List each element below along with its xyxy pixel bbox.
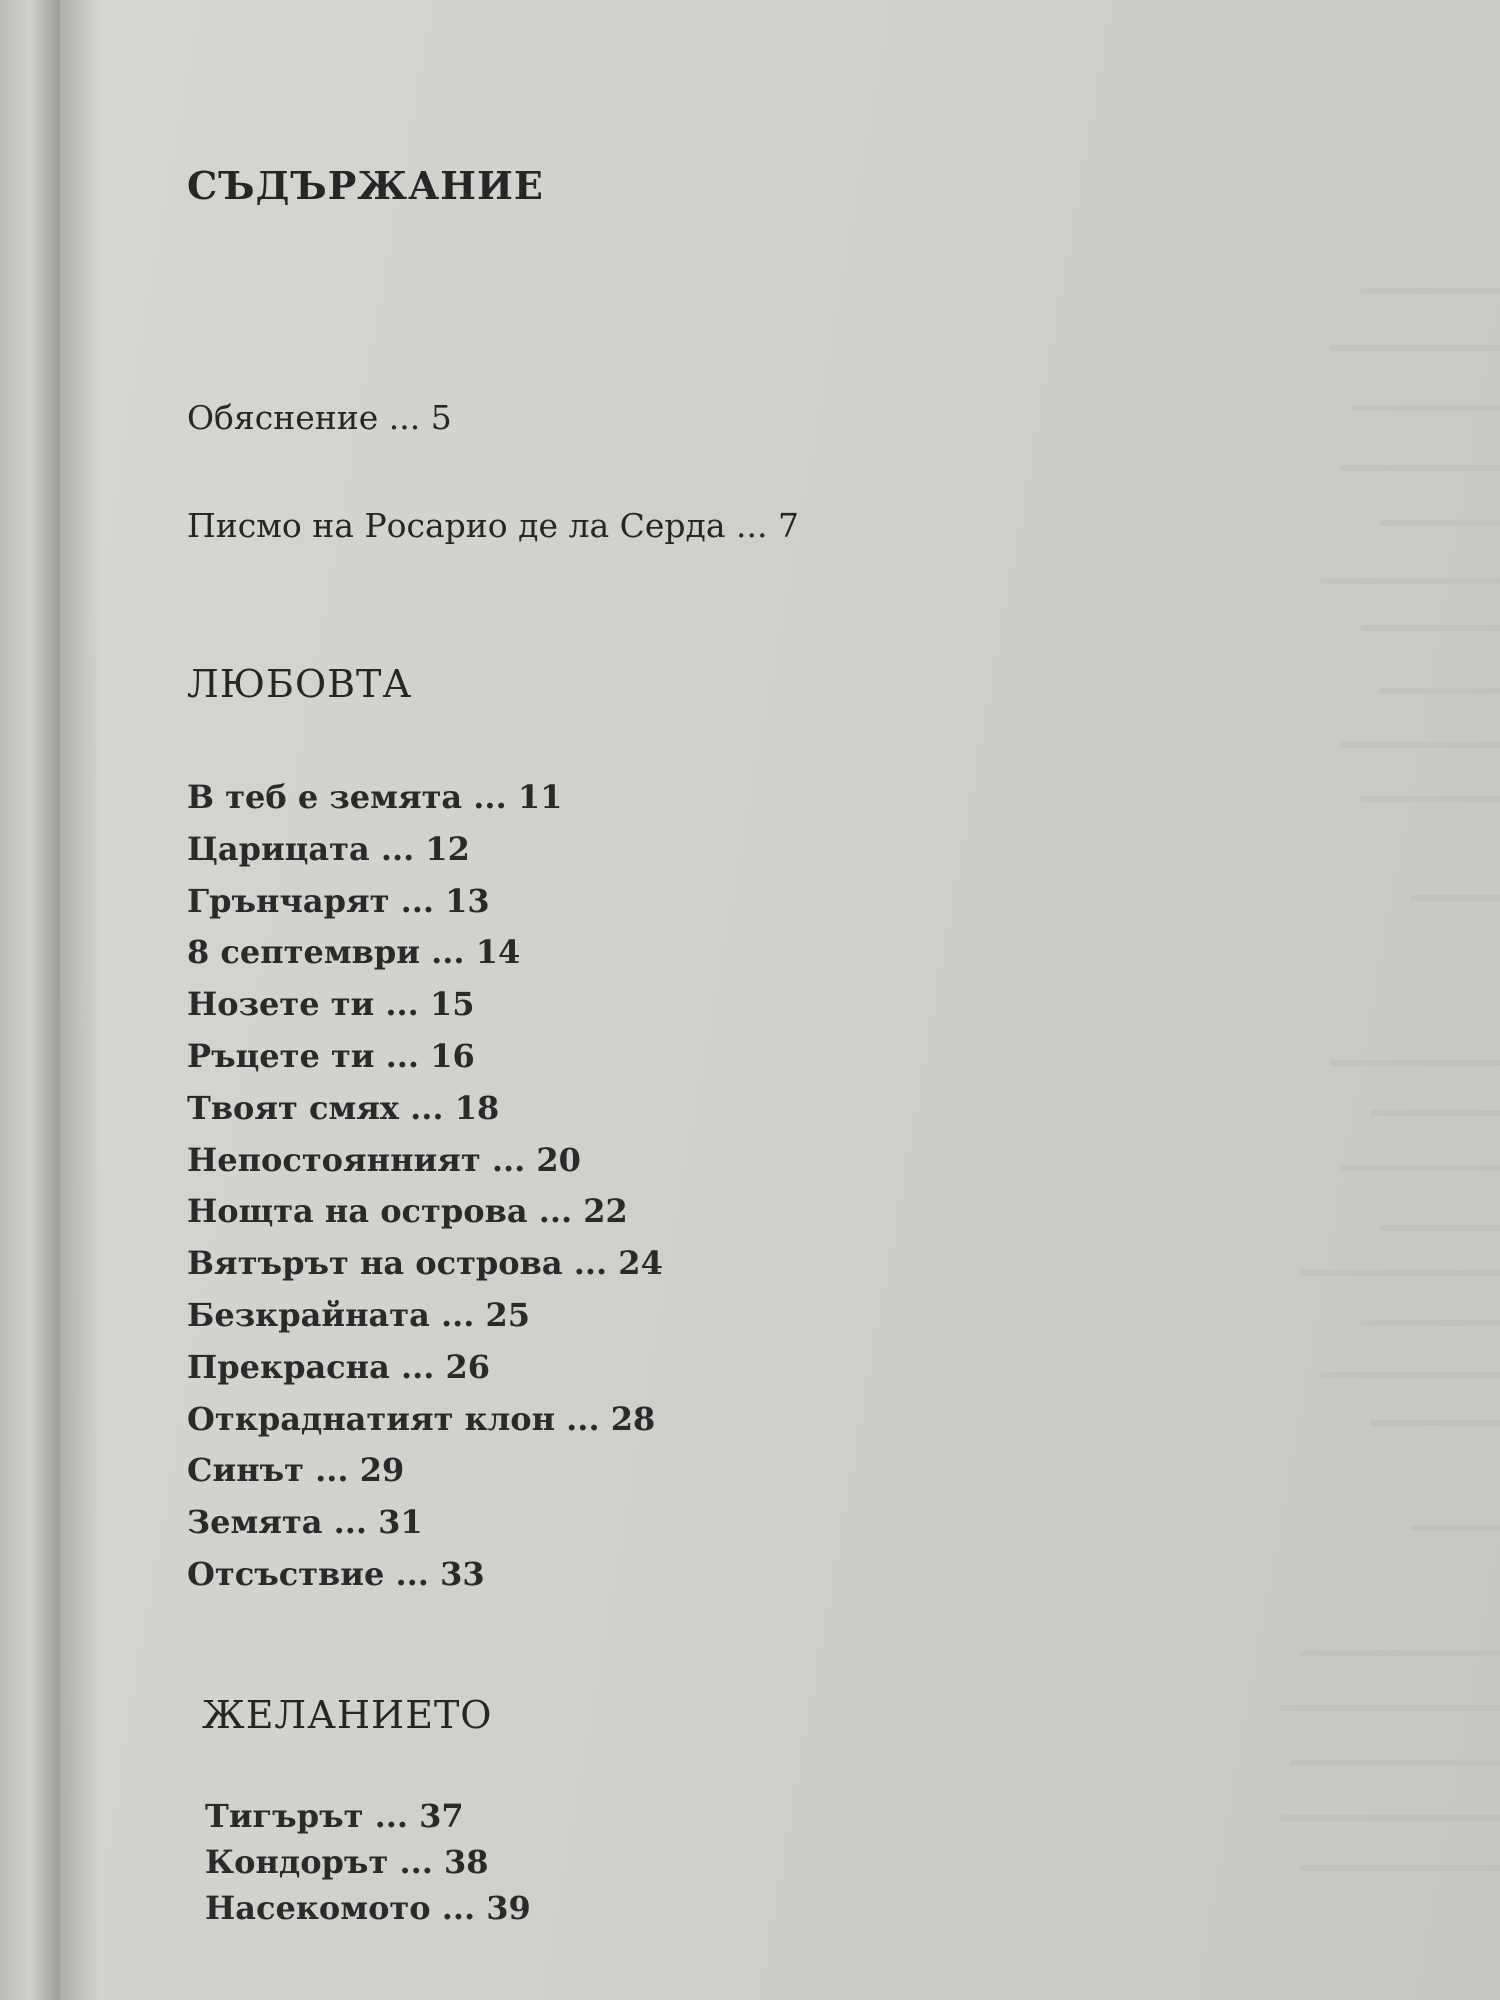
toc-entry-explanation: Обяснение ... 5 — [187, 398, 452, 437]
toc-entry: Откраднатият клон ... 28 — [187, 1399, 656, 1438]
toc-entry: Нощта на острова ... 22 — [187, 1192, 628, 1231]
section-heading-desire: ЖЕЛАНИЕТО — [202, 1693, 493, 1737]
toc-entry: В теб е земята ... 11 — [187, 778, 563, 816]
toc-entry: Твоят смях ... 18 — [187, 1088, 500, 1127]
toc-entry: Прекрасна ... 26 — [187, 1347, 491, 1386]
reverse-side-show-through — [1000, 0, 1500, 2000]
section-desire-entries — [205, 1793, 531, 1931]
toc-entry: 8 септември ... 14 — [187, 933, 521, 972]
toc-entry: Кондорът ... 38 — [205, 1843, 489, 1881]
page-title: СЪДЪРЖАНИЕ — [187, 163, 544, 208]
toc-entry: Вятърът на острова ... 24 — [187, 1244, 663, 1283]
section-love-entries — [187, 772, 663, 1601]
toc-entry: Ръцете ти ... 16 — [187, 1036, 475, 1075]
book-spine — [0, 0, 60, 2000]
toc-entry: Грънчарят ... 13 — [187, 881, 490, 920]
spine-shadow — [60, 0, 100, 2000]
toc-entry: Безкрайната ... 25 — [187, 1295, 531, 1334]
toc-entry: Насекомото ... 39 — [205, 1889, 531, 1927]
toc-entry-letter: Писмо на Росарио де ла Серда ... 7 — [187, 506, 799, 545]
toc-entry: Синът ... 29 — [187, 1451, 405, 1490]
toc-entry: Тигърът ... 37 — [205, 1797, 464, 1835]
toc-entry: Земята ... 31 — [187, 1503, 423, 1542]
toc-entry: Непостоянният ... 20 — [187, 1140, 581, 1179]
toc-entry: Отсъствие ... 33 — [187, 1554, 485, 1593]
section-heading-love: ЛЮБОВТА — [187, 662, 413, 706]
toc-entry: Нозете ти ... 15 — [187, 985, 475, 1024]
toc-entry: Царицата ... 12 — [187, 829, 470, 868]
